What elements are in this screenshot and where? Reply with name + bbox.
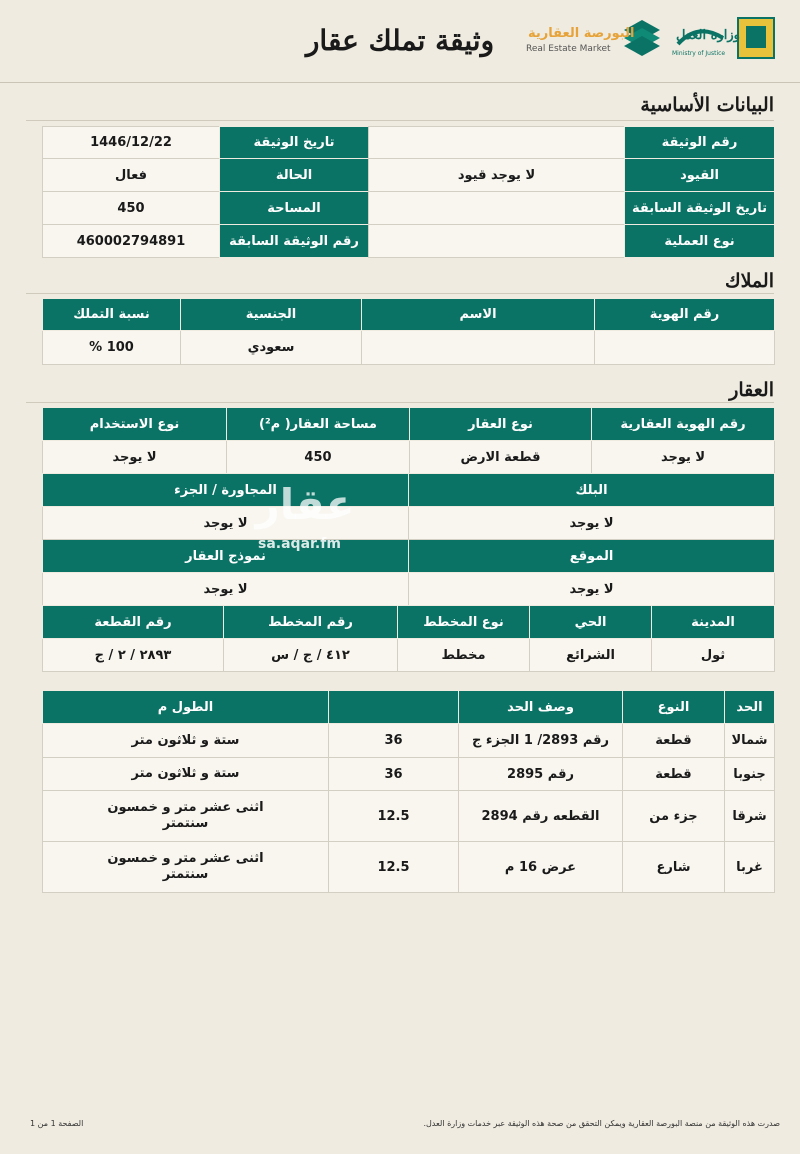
property-header: نوع الاستخدام: [43, 408, 227, 441]
model-value: لا يوجد: [43, 573, 409, 606]
header-divider: [0, 82, 800, 83]
basic-value: 1446/12/22: [43, 127, 220, 159]
property-table-2: [42, 473, 775, 606]
plan-header: نوع المخطط: [398, 606, 530, 639]
owners-header-row: [43, 299, 775, 331]
border-length: 12.5: [329, 791, 459, 842]
property-table-1: [42, 407, 775, 474]
owners-header: الاسم: [362, 299, 595, 331]
location-row: [43, 573, 775, 606]
border-length: 12.5: [329, 842, 459, 893]
plot-number-value: ٢٨٩٣ / ٢ / ج: [43, 639, 224, 672]
border-row: [43, 791, 775, 842]
border-type: جزء من: [623, 791, 725, 842]
model-label: نموذج العقار: [43, 540, 409, 573]
basic-value: [369, 192, 625, 225]
owner-id: [595, 331, 775, 365]
property-header-row: [43, 408, 775, 441]
property-value: قطعة الارض: [410, 441, 592, 474]
border-description: رقم 2895: [459, 758, 623, 791]
property-divider: [26, 402, 774, 403]
market-logo-text: البورصة العقارية: [528, 26, 635, 41]
watermark-logo-text: عقار: [255, 480, 355, 529]
block-row: [43, 507, 775, 540]
plan-number-value: ٤١٢ / ج / س: [224, 639, 398, 672]
owners-table: [42, 298, 775, 365]
border-direction: جنوبا: [725, 758, 775, 791]
property-value: 450: [227, 441, 410, 474]
property-header: مساحة العقار( م²): [227, 408, 410, 441]
owner-name: [362, 331, 595, 365]
adjacent-value: لا يوجد: [43, 507, 409, 540]
plan-row: [43, 639, 775, 672]
border-direction: شمالا: [725, 724, 775, 758]
border-type: شارع: [623, 842, 725, 893]
borders-table: [42, 690, 775, 893]
border-row: [43, 724, 775, 758]
property-value: لا يوجد: [43, 441, 227, 474]
district-value: الشرائع: [530, 639, 652, 672]
market-logo-en: Real Estate Market: [526, 44, 611, 54]
location-value: لا يوجد: [409, 573, 775, 606]
footer-note: صدرت هذه الوثيقة من منصة البورصة العقارية ويمكن التحقق من صحة هذه الوثيقة عبر خدمات وزارة العدل.: [423, 1119, 780, 1128]
basic-value: لا يوجد قيود: [369, 159, 625, 192]
plan-header: رقم المخطط: [224, 606, 398, 639]
basic-label: الحالة: [220, 159, 369, 192]
border-length-text: اثنى عشر متر و خمسون سنتمتر: [43, 791, 329, 842]
location-label: الموقع: [409, 540, 775, 573]
borders-header: النوع: [623, 691, 725, 724]
basic-section-title: البيانات الأساسية: [640, 94, 774, 116]
basic-value: [369, 225, 625, 258]
property-row: [43, 441, 775, 474]
borders-header: وصف الحد: [459, 691, 623, 724]
border-description: عرض 16 م: [459, 842, 623, 893]
owners-row: [43, 331, 775, 365]
owners-header: نسبة التملك: [43, 299, 181, 331]
block-value: لا يوجد: [409, 507, 775, 540]
border-type: قطعة: [623, 758, 725, 791]
owner-nationality: سعودي: [181, 331, 362, 365]
basic-data-table: [42, 126, 775, 258]
border-length-text: ستة و ثلاثون متر: [43, 724, 329, 758]
basic-row: [43, 159, 775, 192]
basic-label: القيود: [625, 159, 775, 192]
block-label: البلك: [409, 474, 775, 507]
borders-header-row: [43, 691, 775, 724]
basic-label: تاريخ الوثيقة السابقة: [625, 192, 775, 225]
plan-header: رقم القطعة: [43, 606, 224, 639]
property-value: لا يوجد: [592, 441, 775, 474]
owners-divider: [26, 293, 774, 294]
border-length: 36: [329, 724, 459, 758]
property-section-title: العقار: [729, 379, 774, 401]
plan-header: المدينة: [652, 606, 775, 639]
location-header-row: [43, 540, 775, 573]
basic-row: [43, 192, 775, 225]
ministry-logo-en: Ministry of Justice: [672, 50, 726, 57]
border-row: [43, 842, 775, 893]
property-table-3: [42, 605, 775, 672]
owners-header: الجنسية: [181, 299, 362, 331]
border-length: 36: [329, 758, 459, 791]
basic-row: [43, 225, 775, 258]
aqar-watermark: [250, 480, 360, 560]
basic-value: فعال: [43, 159, 220, 192]
basic-label: المساحة: [220, 192, 369, 225]
basic-divider: [26, 120, 774, 121]
property-header: نوع العقار: [410, 408, 592, 441]
border-direction: غربا: [725, 842, 775, 893]
ministry-logo-text: وزارة العدل: [676, 28, 740, 43]
borders-header: الطول م: [43, 691, 329, 724]
borders-header: [329, 691, 459, 724]
owner-share: 100 %: [43, 331, 181, 365]
basic-label: نوع العملية: [625, 225, 775, 258]
border-type: قطعة: [623, 724, 725, 758]
plan-header-row: [43, 606, 775, 639]
adjacent-label: المجاورة / الجزء: [43, 474, 409, 507]
border-length-text: ستة و ثلاثون متر: [43, 758, 329, 791]
basic-label: رقم الوثيقة السابقة: [220, 225, 369, 258]
block-header-row: [43, 474, 775, 507]
basic-label: تاريخ الوثيقة: [220, 127, 369, 159]
watermark-url: sa.aqar.fm: [258, 536, 341, 552]
border-row: [43, 758, 775, 791]
basic-value: [369, 127, 625, 159]
basic-label: رقم الوثيقة: [625, 127, 775, 159]
border-description: القطعه رقم 2894: [459, 791, 623, 842]
plan-header: الحي: [530, 606, 652, 639]
property-header: رقم الهوية العقارية: [592, 408, 775, 441]
real-estate-market-logo: [520, 16, 668, 64]
basic-row: [43, 127, 775, 159]
border-length-text: اثنى عشر متر و خمسون سنتمتر: [43, 842, 329, 893]
plan-type-value: مخطط: [398, 639, 530, 672]
owners-section-title: الملاك: [724, 270, 774, 292]
footer-page-number: الصفحة 1 من 1: [30, 1119, 84, 1128]
city-value: ثول: [652, 639, 775, 672]
borders-header: الحد: [725, 691, 775, 724]
border-direction: شرقا: [725, 791, 775, 842]
border-description: رقم 2893/ 1 الجزء ج: [459, 724, 623, 758]
owners-header: رقم الهوية: [595, 299, 775, 331]
page-title: وثيقة تملك عقار: [305, 24, 495, 57]
basic-value: 460002794891: [43, 225, 220, 258]
basic-value: 450: [43, 192, 220, 225]
